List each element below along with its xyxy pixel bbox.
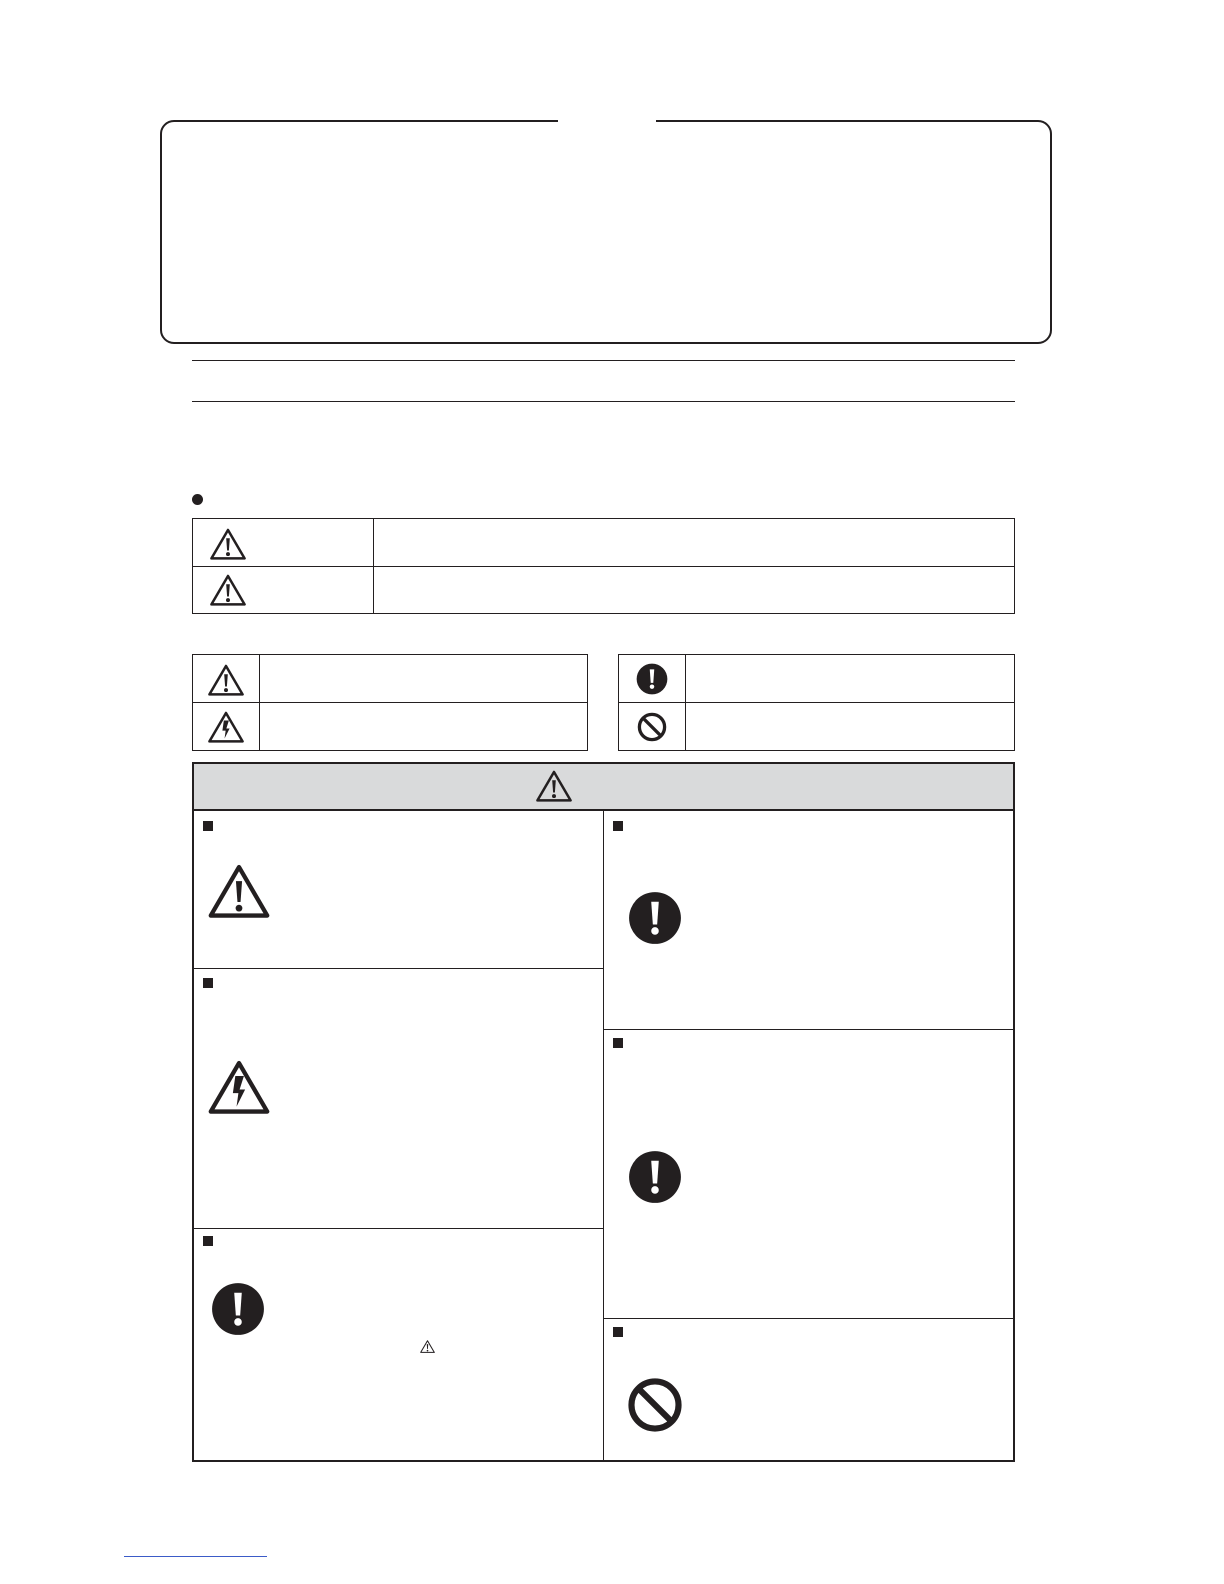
legend-symbol-cell	[619, 655, 686, 703]
column-divider	[603, 810, 604, 1460]
item-bullet	[613, 1038, 623, 1048]
item-bullet	[203, 821, 213, 831]
signal-word-description	[374, 567, 1015, 614]
title-box	[160, 120, 1052, 344]
warning-panel-header	[194, 764, 1013, 811]
list-bullet	[192, 494, 203, 505]
legend-symbol-cell	[619, 703, 686, 751]
warning-triangle-icon	[536, 770, 572, 802]
legend-description	[686, 703, 1015, 751]
signal-word-description	[374, 519, 1015, 567]
mandatory-action-icon	[628, 891, 682, 945]
legend-description	[260, 655, 588, 703]
small-warning-triangle-icon	[420, 1340, 435, 1353]
footer-rule	[124, 1556, 267, 1557]
prohibition-icon	[627, 1377, 683, 1433]
legend-description	[260, 703, 588, 751]
mandatory-action-icon	[211, 1282, 265, 1336]
mandatory-action-icon	[628, 1150, 682, 1204]
title-box-label-gap	[558, 116, 656, 126]
signal-word-table	[192, 518, 1015, 614]
item-bullet	[203, 978, 213, 988]
signal-word-cell	[193, 567, 374, 614]
electric-shock-icon	[208, 711, 244, 743]
prohibition-icon	[637, 712, 667, 742]
section-rule-bottom	[192, 401, 1015, 402]
warning-triangle-icon	[208, 664, 244, 696]
warning-triangle-icon	[210, 574, 246, 606]
symbol-legend-left	[192, 654, 588, 751]
symbol-legend-right	[618, 654, 1015, 751]
item-bullet	[613, 1327, 623, 1337]
item-divider	[194, 1228, 604, 1229]
mandatory-action-icon	[636, 663, 668, 695]
legend-symbol-cell	[193, 703, 260, 751]
electric-shock-icon	[208, 1060, 270, 1114]
warning-triangle-icon	[210, 528, 246, 560]
legend-symbol-cell	[193, 655, 260, 703]
legend-description	[686, 655, 1015, 703]
warning-triangle-icon	[208, 864, 270, 918]
item-divider	[603, 1029, 1013, 1030]
item-bullet	[203, 1236, 213, 1246]
signal-word-cell	[193, 519, 374, 567]
item-divider	[603, 1318, 1013, 1319]
item-divider	[194, 968, 604, 969]
section-rule-top	[192, 360, 1015, 361]
item-bullet	[613, 821, 623, 831]
